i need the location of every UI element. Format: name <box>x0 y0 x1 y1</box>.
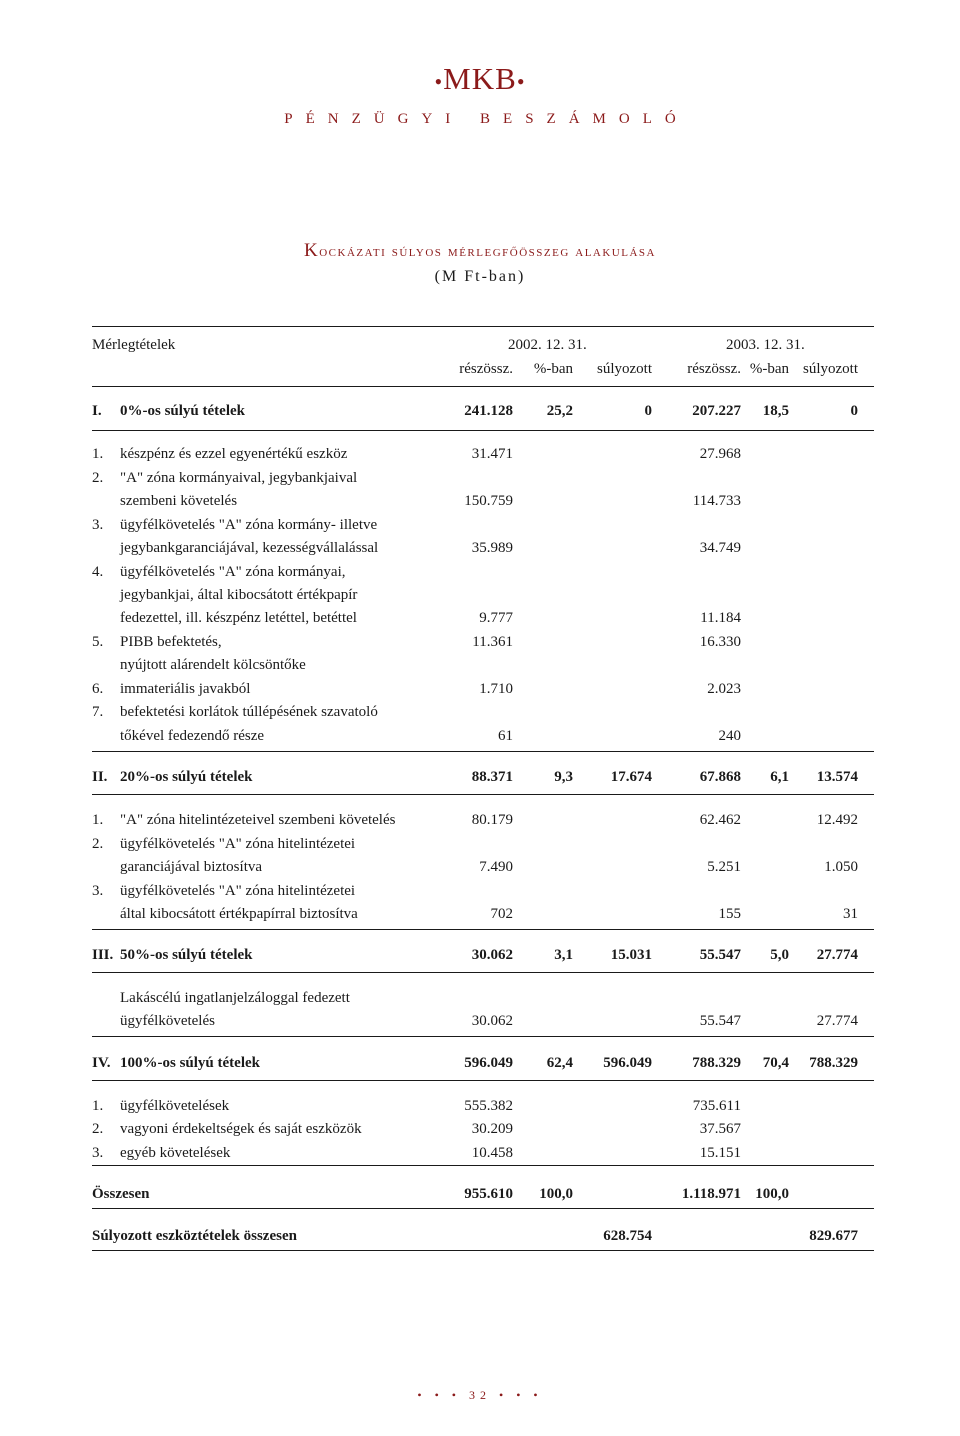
table-row <box>92 1052 874 1074</box>
row-number: I. <box>92 403 102 419</box>
cell-value: 30.209 <box>471 1121 513 1137</box>
cell-value: 155 <box>718 906 741 922</box>
row-number: 7. <box>92 704 104 720</box>
cell-value: 70,4 <box>762 1055 789 1071</box>
logo-text: MKB <box>443 61 517 96</box>
row-label: vagyoni érdekeltségek és saját eszközök <box>120 1121 362 1137</box>
sub-header: %-ban <box>533 361 573 377</box>
row-label: 50%-os súlyú tételek <box>120 947 253 963</box>
row-label: készpénz és ezzel egyenértékű eszköz <box>120 446 348 462</box>
cell-value: 788.329 <box>809 1055 858 1071</box>
cell-value: 100,0 <box>539 1186 573 1202</box>
cell-value: 35.989 <box>471 540 513 556</box>
report-header <box>0 62 960 128</box>
column-header-label: Mérlegtételek <box>92 337 176 353</box>
footer-dots: • • • <box>417 1388 461 1402</box>
cell-value: 11.361 <box>472 634 513 650</box>
sub-header: %-ban <box>749 361 789 377</box>
row-number: 6. <box>92 681 104 697</box>
row-number: 3. <box>92 883 104 899</box>
row-label: garanciájával biztosítva <box>120 859 263 875</box>
cell-value: 150.759 <box>464 493 513 509</box>
table-row <box>92 467 874 489</box>
table-row <box>92 725 874 747</box>
cell-value: 207.227 <box>692 403 741 419</box>
row-number: 1. <box>92 446 104 462</box>
cell-value: 9,3 <box>554 769 573 785</box>
column-header-year2: 2003. 12. 31. <box>726 337 805 353</box>
cell-value: 1.050 <box>824 859 858 875</box>
cell-value: 9.777 <box>479 610 513 626</box>
cell-value: 1.118.971 <box>681 1186 741 1202</box>
cell-value: 55.547 <box>699 947 741 963</box>
table-row <box>92 1010 874 1032</box>
table-row <box>92 809 874 831</box>
divider <box>92 1250 874 1251</box>
row-label: szembeni követelés <box>120 493 238 509</box>
divider <box>92 929 874 930</box>
page-number-value: 32 <box>469 1388 491 1402</box>
row-label: fedezettel, ill. készpénz letéttel, betéttel <box>120 610 357 626</box>
cell-value: 0 <box>644 403 652 419</box>
cell-value: 11.184 <box>700 610 741 626</box>
row-number: 4. <box>92 564 104 580</box>
row-number: 2. <box>92 836 104 852</box>
divider <box>92 386 874 387</box>
row-number: 5. <box>92 634 104 650</box>
row-label: nyújtott alárendelt kölcsöntőke <box>120 657 306 673</box>
table-row <box>92 654 874 676</box>
cell-value: 240 <box>718 728 741 744</box>
divider <box>92 972 874 973</box>
table-row <box>92 1095 874 1117</box>
divider <box>92 794 874 795</box>
cell-value: 62.462 <box>699 812 741 828</box>
cell-value: 3,1 <box>554 947 573 963</box>
cell-value: 80.179 <box>471 812 513 828</box>
cell-value: 27.774 <box>816 1013 858 1029</box>
row-label: PIBB befektetés, <box>120 634 222 650</box>
cell-value: 27.774 <box>816 947 858 963</box>
cell-value: 62,4 <box>546 1055 573 1071</box>
cell-value: 628.754 <box>603 1228 652 1244</box>
cell-value: 735.611 <box>692 1098 741 1114</box>
row-label: tőkével fedezendő része <box>120 728 265 744</box>
sub-header: részössz. <box>687 361 741 377</box>
table-row <box>92 1118 874 1140</box>
row-label: Lakáscélú ingatlanjelzáloggal fedezett <box>120 990 350 1006</box>
row-number: 3. <box>92 1145 104 1161</box>
report-subtitle: PÉNZÜGYI BESZÁMOLÓ <box>284 110 689 127</box>
divider <box>92 430 874 431</box>
divider <box>92 751 874 752</box>
table-row <box>92 537 874 559</box>
table-row <box>92 443 874 465</box>
row-number: 1. <box>92 812 104 828</box>
row-number: 3. <box>92 517 104 533</box>
footer-dots: • • • <box>499 1388 543 1402</box>
row-label: ügyfélkövetelések <box>120 1098 230 1114</box>
table-row <box>92 678 874 700</box>
cell-value: 31.471 <box>471 446 513 462</box>
cell-value: 1.710 <box>479 681 513 697</box>
cell-value: 555.382 <box>464 1098 513 1114</box>
sub-header: súlyozott <box>803 361 858 377</box>
cell-value: 10.458 <box>471 1145 513 1161</box>
cell-value: 241.128 <box>464 403 513 419</box>
table-row <box>92 400 874 422</box>
cell-value: 55.547 <box>699 1013 741 1029</box>
divider <box>92 326 874 327</box>
cell-value: 596.049 <box>603 1055 652 1071</box>
row-label: "A" zóna kormányaival, jegybankjaival <box>120 470 358 486</box>
row-label: ügyfélkövetelés "A" zóna hitelintézetei <box>120 883 356 899</box>
row-label: ügyfélkövetelés "A" zóna hitelintézetei <box>120 836 356 852</box>
mkb-logo: •MKB• <box>434 61 526 96</box>
cell-value: 67.868 <box>699 769 741 785</box>
unit-label: (M Ft-ban) <box>434 268 526 285</box>
table-row <box>92 607 874 629</box>
row-label: "A" zóna hitelintézeteivel szembeni követelés <box>120 812 396 828</box>
row-number: 2. <box>92 1121 104 1137</box>
table-row <box>92 631 874 653</box>
table-row <box>92 701 874 723</box>
title-block <box>0 240 960 286</box>
cell-value: 13.574 <box>816 769 858 785</box>
row-label: befektetési korlátok túllépésének szavatoló <box>120 704 378 720</box>
cell-value: 2.023 <box>707 681 741 697</box>
sub-header: súlyozott <box>597 361 652 377</box>
cell-value: 88.371 <box>471 769 513 785</box>
cell-value: 30.062 <box>471 1013 513 1029</box>
row-number: IV. <box>92 1055 111 1071</box>
table-row <box>92 1142 874 1164</box>
table-row <box>92 987 874 1009</box>
divider <box>92 1165 874 1166</box>
cell-value: 34.749 <box>699 540 741 556</box>
header-row-1 <box>92 334 874 356</box>
cell-value: 788.329 <box>692 1055 741 1071</box>
cell-value: 596.049 <box>464 1055 513 1071</box>
row-label: 20%-os súlyú tételek <box>120 769 253 785</box>
cell-value: 27.968 <box>699 446 741 462</box>
row-label: Összesen <box>92 1186 150 1202</box>
cell-value: 15.151 <box>699 1145 741 1161</box>
row-label: 100%-os súlyú tételek <box>120 1055 260 1071</box>
sub-header: részössz. <box>459 361 513 377</box>
table-row <box>92 514 874 536</box>
page-title: Kockázati súlyos mérlegfőösszeg alakulása <box>304 240 656 261</box>
cell-value: 15.031 <box>610 947 652 963</box>
table-row <box>92 1183 874 1205</box>
cell-value: 17.674 <box>610 769 652 785</box>
table-row <box>92 944 874 966</box>
table-row <box>92 856 874 878</box>
row-number: II. <box>92 769 108 785</box>
row-label: által kibocsátott értékpapírral biztosítva <box>120 906 358 922</box>
row-label: egyéb követelések <box>120 1145 231 1161</box>
row-label: ügyfélkövetelés "A" zóna kormányai, <box>120 564 346 580</box>
row-label: ügyfélkövetelés <box>120 1013 215 1029</box>
divider <box>92 1208 874 1209</box>
row-label: 0%-os súlyú tételek <box>120 403 245 419</box>
table-row <box>92 584 874 606</box>
row-number: 1. <box>92 1098 104 1114</box>
cell-value: 18,5 <box>762 403 789 419</box>
table-row <box>92 490 874 512</box>
divider <box>92 1080 874 1081</box>
cell-value: 12.492 <box>816 812 858 828</box>
cell-value: 7.490 <box>479 859 513 875</box>
cell-value: 100,0 <box>755 1186 789 1202</box>
row-label: jegybankjai, által kibocsátott értékpapír <box>120 587 358 603</box>
cell-value: 5.251 <box>707 859 741 875</box>
cell-value: 61 <box>498 728 513 744</box>
table-row <box>92 880 874 902</box>
row-label: jegybankgaranciájával, kezességvállalással <box>120 540 379 556</box>
divider <box>92 1036 874 1037</box>
cell-value: 6,1 <box>770 769 789 785</box>
table-row <box>92 766 874 788</box>
cell-value: 25,2 <box>546 403 573 419</box>
cell-value: 955.610 <box>464 1186 513 1202</box>
row-label: immateriális javakból <box>120 681 251 697</box>
column-header-year1: 2002. 12. 31. <box>508 337 587 353</box>
header-row-2 <box>92 358 874 380</box>
cell-value: 16.330 <box>699 634 741 650</box>
row-label: ügyfélkövetelés "A" zóna kormány- illetve <box>120 517 378 533</box>
table-row <box>92 833 874 855</box>
cell-value: 114.733 <box>692 493 741 509</box>
table-row <box>92 561 874 583</box>
table-row <box>92 903 874 925</box>
row-number: 2. <box>92 470 104 486</box>
cell-value: 37.567 <box>699 1121 741 1137</box>
cell-value: 31 <box>843 906 858 922</box>
cell-value: 0 <box>850 403 858 419</box>
row-label: Súlyozott eszköztételek összesen <box>92 1228 297 1244</box>
cell-value: 5,0 <box>770 947 789 963</box>
cell-value: 702 <box>490 906 513 922</box>
row-number: III. <box>92 947 114 963</box>
table-row <box>92 1225 874 1247</box>
page-number <box>0 1388 960 1403</box>
cell-value: 30.062 <box>471 947 513 963</box>
cell-value: 829.677 <box>809 1228 858 1244</box>
